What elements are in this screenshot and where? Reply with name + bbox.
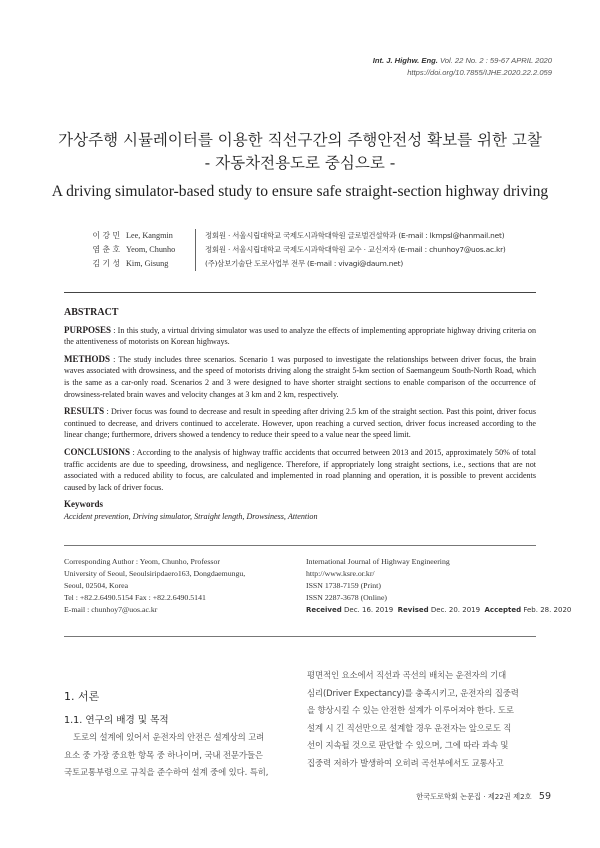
text-line: 을 향상시킬 수 있는 안전한 설계가 이루어져야 한다. 도로	[307, 705, 514, 716]
body-paragraph	[307, 667, 537, 773]
received-label: Received	[306, 606, 342, 615]
section-heading: 1. 서론	[64, 690, 100, 703]
footer-journal-name: 한국도로학회 논문집 · 제22권 제2호	[416, 792, 532, 801]
author-row	[60, 243, 540, 257]
text-line: 평면적인 요소에서 직선과 곡선의 배치는 운전자의 기대	[307, 670, 507, 680]
author-list	[60, 229, 540, 271]
author-affiliation: 정회원 · 서울시립대학교 국제도시과학대학원 교수 · 교신저자 (E-mail : chunhoy7@uos.ac.kr)	[205, 245, 506, 254]
methods-paragraph	[64, 354, 536, 400]
journal-info-block	[306, 556, 572, 616]
body-left-column	[64, 688, 295, 782]
body-paragraph	[64, 729, 295, 782]
journal-website[interactable]: http://www.ksre.or.kr/	[306, 569, 375, 579]
received-date: Dec. 16. 2019	[344, 606, 394, 615]
author-name-english: Lee, Kangmin	[126, 231, 173, 240]
correspondence-address: University of Seoul, Seoulsiripdaero163, Dongdaemungu,	[64, 569, 246, 579]
author-affiliation: (주)삼보기술단 도로사업부 전무 (E-mail : vivagi@daum.net)	[205, 259, 404, 268]
author-name-korean: 염 춘 호	[92, 245, 120, 254]
top-divider	[64, 292, 536, 293]
purposes-label: PURPOSES	[64, 324, 112, 335]
conclusions-paragraph	[64, 447, 536, 493]
author-divider	[195, 257, 205, 271]
korean-title: 가상주행 시뮬레이터를 이용한 직선구간의 주행안전성 확보를 위한 고찰	[58, 131, 542, 149]
middle-divider	[64, 545, 536, 546]
text-line: 심리(Driver Expectancy)를 충족시키고, 운전자의 집중력	[307, 687, 519, 698]
correspondence-email[interactable]: E-mail : chunhoy7@uos.ac.kr	[64, 605, 158, 615]
revised-label: Revised	[397, 606, 429, 615]
author-divider	[195, 229, 205, 243]
author-name-english: Kim, Gisung	[126, 259, 169, 268]
correspondence-city: Seoul, 02504, Korea	[64, 581, 129, 591]
accepted-date: Feb. 28. 2020	[523, 606, 572, 615]
correspondence-author: Corresponding Author : Yeom, Chunho, Professor	[64, 557, 220, 566]
text-line: 도로의 설계에 있어서 운전자의 안전은 설계상의 고려	[73, 732, 265, 742]
author-row	[60, 257, 540, 271]
author-name-english: Yeom, Chunho	[126, 245, 176, 254]
author-affiliation: 정회원 · 서울시립대학교 국제도시과학대학원 글로벌건설학과 (E-mail : lkmpsl@hanmail.net)	[205, 231, 505, 240]
abstract-section	[64, 307, 536, 523]
abstract-heading: ABSTRACT	[64, 307, 119, 318]
conclusions-label: CONCLUSIONS	[64, 446, 131, 457]
page-footer	[416, 791, 551, 802]
korean-subtitle: - 자동차전용도로 중심으로 -	[204, 154, 396, 172]
purposes-text: : In this study, a virtual driving simulator was used to analyze the effects of implementing appropriate highway driving criteria on the attentiveness of motorists on Korean highways.	[64, 325, 536, 347]
text-line: 집중력 저하가 발생하여 오히려 곡선부에서도 교통사고	[307, 757, 504, 768]
results-paragraph	[64, 406, 536, 441]
results-text: : Driver focus was found to decrease and result in speeding after driving 2.5 km of the straight section. Past this point, driver focus continued to decrease, and drivers continued to accelerate. However, upon reaching a curved section, driver focus increased according to the linear change; furthermore, drivers showed a tendency to reduce their speed to a value near the speed limit.	[64, 407, 536, 440]
text-line: 요소 중 가장 중요한 항목 중 하나이며, 국내 전문가들은	[64, 749, 263, 760]
text-line: 국토교통부령으로 규칙을 준수하여 설계 중에 있다. 특히,	[64, 767, 269, 778]
bottom-divider	[64, 636, 536, 637]
correspondence-phone: Tel : +82.2.6490.5154 Fax : +82.2.6490.5141	[64, 593, 206, 603]
accepted-label: Accepted	[484, 606, 522, 615]
issn-print: ISSN 1738-7159 (Print)	[306, 581, 381, 591]
journal-name: Int. J. Highw. Eng.	[372, 56, 438, 65]
keywords-heading: Keywords	[64, 499, 103, 510]
methods-text: : The study includes three scenarios. Scenario 1 was purposed to investigate the relationships between driver focus, the brain waves associated with drowsiness, and the speed of motorists driving along the straight 5-km section of Saemangeum South-North Road, which is the same as a car-only road. Scenarios 2 and 3 were designed to have shorter straight sections to enable comparison of the occurrence of drowsiness-related brain waves and velocity changes at 3 km and 2 km, respectively.	[64, 354, 536, 399]
keywords-text: Accident prevention, Driving simulator, Straight length, Drowsiness, Attention	[64, 511, 318, 521]
doi-link[interactable]: https://doi.org/10.7855/IJHE.2020.22.2.059	[407, 68, 552, 77]
subsection-heading: 1.1. 연구의 배경 및 목적	[64, 715, 169, 726]
correspondence-block	[64, 556, 289, 616]
issn-online: ISSN 2287-3678 (Online)	[306, 593, 387, 603]
purposes-paragraph	[64, 325, 536, 348]
text-line: 설계 시 긴 직선만으로 설계할 경우 운전자는 앞으로도 직	[307, 722, 512, 733]
submission-dates	[306, 604, 572, 616]
english-title: A driving simulator-based study to ensure safe straight-section highway driving	[51, 183, 549, 200]
author-divider	[195, 243, 205, 257]
revised-date: Dec. 20. 2019	[430, 606, 481, 615]
page-number: 59	[538, 791, 551, 802]
conclusions-text: : According to the analysis of highway traffic accidents that occurred between 2013 and 2015, approximately 50% of total traffic accidents are due to speeding, drowsiness, and negligence. Therefore, if appropriately long straight sections, i.e., sections that are not associated with a reduced ability to focus, are calculated and implemented in road planning and operation, it is possible to prevent accidents caused by lack of driver focus.	[64, 447, 536, 492]
text-line: 선이 지속될 것으로 판단할 수 있으며, 그에 따라 과속 및	[307, 740, 509, 751]
author-name-korean: 김 기 성	[92, 259, 120, 268]
journal-header	[373, 55, 552, 79]
journal-date: APRIL 2020	[511, 56, 552, 65]
author-row	[60, 229, 540, 243]
methods-label: METHODS	[64, 353, 111, 364]
journal-full-name: International Journal of Highway Engineering	[306, 557, 450, 566]
author-name-korean: 이 강 민	[92, 231, 120, 240]
results-label: RESULTS	[64, 406, 105, 417]
journal-volume: Vol. 22 No. 2 : 59-67	[439, 56, 510, 65]
body-right-column	[307, 667, 537, 773]
